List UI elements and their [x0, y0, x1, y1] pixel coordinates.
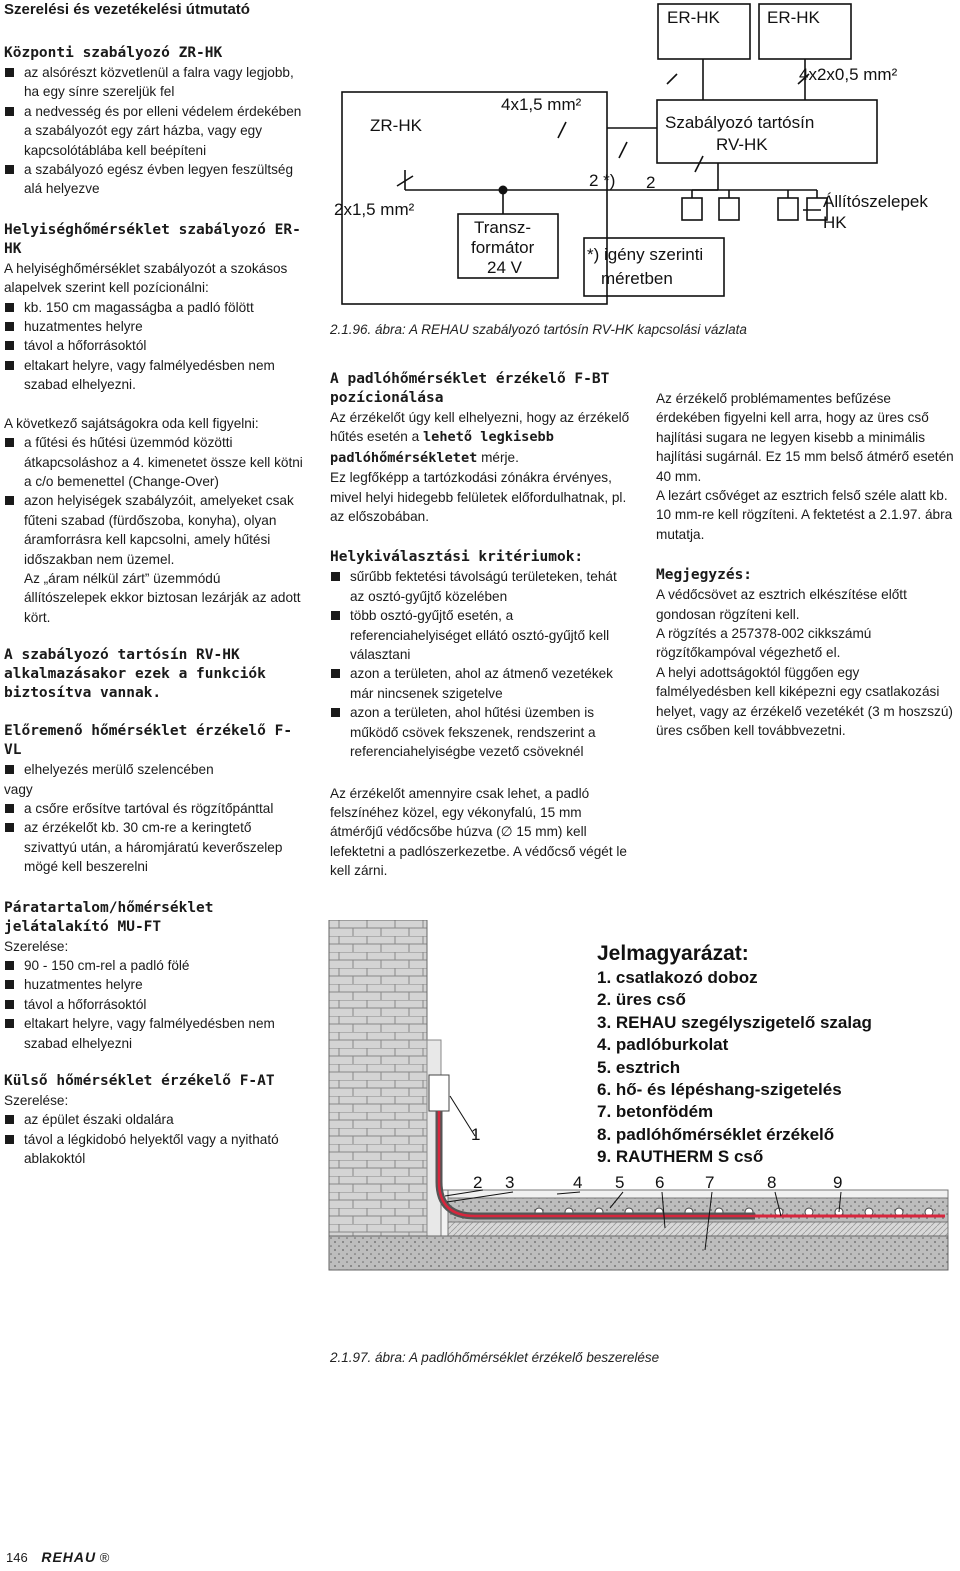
note-heading: Megjegyzés:	[656, 567, 753, 584]
legend-item: 1. csatlakozó doboz	[597, 968, 758, 987]
installation-figure	[325, 920, 955, 1340]
valve-2	[719, 198, 739, 220]
list-item: elhelyezés merülő szelencében	[4, 760, 304, 779]
section-heading-f-vl: Előremenő hőmérséklet érzékelő F-VL	[4, 723, 293, 759]
list-item: az épület északi oldalára	[4, 1110, 304, 1129]
list-item: a szabályozó egész évben legyen feszültség alá helyezve	[4, 160, 304, 199]
legend-title: Jelmagyarázat:	[597, 942, 749, 965]
label-7: 7	[705, 1173, 715, 1192]
paragraph: Szerelése:	[4, 938, 69, 954]
label-8: 8	[767, 1173, 777, 1192]
list-item: 90 - 150 cm-rel a padló fölé	[4, 956, 304, 975]
list-item: az érzékelőt kb. 30 cm-re a keringtető szivattyú után, a háromjáratú keverőszelep mögé kell beszerelni	[4, 818, 304, 876]
zr-hk-list	[4, 63, 304, 199]
list-item: eltakart helyre, vagy falmélyedésben nem szabad elhelyezni	[4, 1014, 304, 1053]
label-5: 5	[615, 1173, 625, 1192]
page-footer	[6, 1549, 109, 1565]
f-at-list	[4, 1110, 304, 1168]
cable-count-2-star: 2 *)	[589, 171, 616, 190]
list-item: távol a hőforrásoktól	[4, 336, 304, 355]
paragraph: A helyi adottságoktól függően egy falmélyedésben kell kiképezni egy csatlakozási helyet, vagy az érzékelő vezetékét (3 m hoszszú) üres csőben kell továbbvezetni.	[656, 664, 953, 739]
paragraph: A rögzítés a 257378-002 cikkszámú rögzítőkampóval végezhető el.	[656, 626, 872, 661]
list-item: azon a területen, ahol az átmenő vezetékek már nincsenek szigetelve	[330, 664, 630, 703]
criteria-list	[330, 567, 630, 761]
list-item: távol a légkidobó helyektől vagy a nyitható ablakoktól	[4, 1130, 304, 1169]
text-run: mérje.	[481, 449, 519, 465]
valve-3	[778, 198, 798, 220]
cable-label-2x1: 2x1,5 mm²	[334, 200, 415, 219]
paragraph: Az érzékelő problémamentes befűzése érdekében figyelni kell arra, hogy az üres cső hajlítási sugara ne legyen kisebb a minimális hajlítási sugárnál. Ez 15 mm belső átmérő esetén 40 mm.	[656, 391, 954, 484]
paragraph: A helyiséghőmérséklet szabályozót a szokásos alapelvek szerint kell pozícionálni:	[4, 260, 288, 296]
label-9: 9	[833, 1173, 843, 1192]
paragraph: Ez legfőképp a tartózkodási zónákra érvényes, mivel helyi hidegebb felületek előfordulhatnak, pl. az előszobában.	[330, 470, 627, 525]
legend-item: 5. esztrich	[597, 1058, 681, 1077]
transformer-label-3: 24 V	[487, 258, 522, 277]
zr-hk-label: ZR-HK	[370, 116, 422, 135]
registered-mark: ®	[99, 1550, 110, 1565]
label-4: 4	[573, 1173, 583, 1192]
paragraph: A lezárt csővéget az esztrich felső széle alatt kb. 10 mm-re kell rögzíteni. A fektetést a 2.1.97. ábra mutatja.	[656, 488, 953, 542]
list-item: több osztó-gyűjtő esetén, a referenciahelyiséget ellátó osztó-gyűjtő kell választani	[330, 606, 630, 664]
section-heading-er-hk: Helyiséghőmérséklet szabályozó ER-HK	[4, 221, 301, 257]
list-item: huzatmentes helyre	[4, 317, 304, 336]
list-item: huzatmentes helyre	[4, 975, 304, 994]
label-2: 2	[473, 1173, 483, 1192]
list-item: azon a területen, ahol hűtési üzemben is működő csövek fekszenek, rendszerint a referenciahelyiségbe vezető csöveknél	[330, 703, 630, 761]
f-vl-list-2	[4, 799, 304, 877]
section-heading-f-at: Külső hőmérséklet érzékelő F-AT	[4, 1073, 275, 1090]
paragraph: Az érzékelőt amennyire csak lehet, a padló felszínéhez közel, egy vékonyfalú, 15 mm átmérőjű védőcsőbe húzva (∅ 15 mm) kell lefektetni a padlószerkezetbe. A védőcső végét le kell zárni.	[330, 785, 627, 879]
legend	[597, 942, 872, 1166]
list-item: távol a hőforrásoktól	[4, 995, 304, 1014]
er-hk-list	[4, 298, 304, 395]
legend-item: 4. padlóburkolat	[597, 1035, 729, 1054]
er-hk-label-2: ER-HK	[767, 8, 820, 27]
figure-caption-96: 2.1.96. ábra: A REHAU szabályozó tartósín RV-HK kapcsolási vázlata	[330, 322, 747, 337]
list-item: a nedvesség és por elleni védelem érdekében a szabályozót egy zárt házba, vagy egy kapcsolótáblába kell beépíteni	[4, 102, 304, 160]
text-run: Az érzékelőt úgy kell elhelyezni, hogy az érzékelő hűtés esetén a	[330, 410, 630, 445]
section-heading-criteria: Helykiválasztási kritériumok:	[330, 549, 584, 566]
text-run-bold: lehető legkisebb padlóhőmérsékletet	[330, 429, 554, 466]
valves-label-1: Állítószelepek	[823, 192, 928, 211]
floor-covering	[448, 1190, 948, 1198]
label-1: 1	[471, 1125, 481, 1144]
middle-column	[330, 370, 630, 881]
paragraph: A védőcsövet az esztrich elkészítése előtt gondosan rögzíteni kell.	[656, 587, 907, 622]
page-number: 146	[6, 1550, 28, 1565]
section-heading-rv-hk: A szabályozó tartósín RV-HK alkalmazásakor ezek a funkciók biztosítva vannak.	[4, 647, 266, 702]
valve-1	[682, 198, 702, 220]
brick-wall	[329, 920, 427, 1252]
er-hk-label-1: ER-HK	[667, 8, 720, 27]
rv-hk-label-2: RV-HK	[716, 135, 768, 154]
note-label-1: *) igény szerinti	[587, 245, 704, 264]
concrete-slab	[329, 1236, 948, 1270]
junction-box	[429, 1075, 449, 1111]
er-hk-list-2	[4, 433, 304, 569]
section-heading-zr-hk: Központi szabályozó ZR-HK	[4, 45, 223, 61]
legend-item: 8. padlóhőmérséklet érzékelő	[597, 1125, 835, 1144]
cable-label-4x1: 4x1,5 mm²	[501, 95, 582, 114]
label-6: 6	[655, 1173, 665, 1192]
brand-logo: REHAU	[41, 1549, 97, 1565]
transformer-label-2: formátor	[471, 238, 535, 257]
paragraph: Az „áram nélkül zárt” üzemmódú állítószelepek ekkor biztosan lezárják az adott kört.	[24, 570, 301, 625]
insulation-layer	[448, 1222, 948, 1236]
page-title: Szerelési és vezetékelési útmutató	[4, 1, 250, 18]
paragraph: vagy	[4, 781, 33, 797]
section-heading-f-bt: A padlóhőmérséklet érzékelő F-BT pozícionálása	[330, 371, 610, 406]
list-item: kb. 150 cm magasságba a padló fölött	[4, 298, 304, 317]
paragraph	[330, 408, 630, 468]
right-column	[656, 389, 956, 741]
list-item: azon helyiségek szabályzóit, amelyeket csak fűteni szabad (fürdőszoba, konyha), olyan áramforrásra kell kapcsolni, amely hűtési időszakban nem üzemel.	[4, 491, 304, 569]
list-item: az alsórészt közvetlenül a falra vagy legjobb, ha egy sínre szereljük fel	[4, 63, 304, 102]
list-item: a fűtési és hűtési üzemmód közötti átkapcsoláshoz a 4. kimenetet össze kell kötni a c/o bemenettel (Change-Over)	[4, 433, 304, 491]
legend-item: 9. RAUTHERM S cső	[597, 1147, 764, 1166]
list-item: sűrűbb fektetési távolságú területeken, tehát az osztó-gyűjtő közelében	[330, 567, 630, 606]
section-heading-mu-ft: Páratartalom/hőmérséklet jelátalakító MU-FT	[4, 899, 214, 935]
legend-item: 7. betonfödém	[597, 1102, 714, 1121]
f-vl-list	[4, 760, 304, 779]
list-item: a csőre erősítve tartóval és rögzítőpánttal	[4, 799, 304, 818]
label-3: 3	[505, 1173, 515, 1192]
legend-item: 2. üres cső	[597, 990, 686, 1009]
left-column	[4, 0, 304, 1169]
wiring-diagram	[325, 0, 955, 345]
paragraph: Szerelése:	[4, 1093, 69, 1109]
legend-item: 3. REHAU szegélyszigetelő szalag	[597, 1013, 872, 1032]
list-item: eltakart helyre, vagy falmélyedésben nem szabad elhelyezni.	[4, 356, 304, 395]
cable-count-2: 2	[646, 173, 656, 192]
mu-ft-list	[4, 956, 304, 1053]
cable-label-4x2: 4x2x0,5 mm²	[799, 65, 898, 84]
rv-hk-label-1: Szabályozó tartósín	[665, 113, 815, 132]
valves-label-2: HK	[823, 213, 847, 232]
note-label-2: méretben	[601, 269, 673, 288]
legend-item: 6. hő- és lépéshang-szigetelés	[597, 1080, 842, 1099]
transformer-label-1: Transz-	[474, 218, 531, 237]
paragraph: A következő sajátságokra oda kell figyelni:	[4, 415, 259, 431]
figure-caption-97: 2.1.97. ábra: A padlóhőmérséklet érzékelő beszerelése	[330, 1350, 660, 1365]
